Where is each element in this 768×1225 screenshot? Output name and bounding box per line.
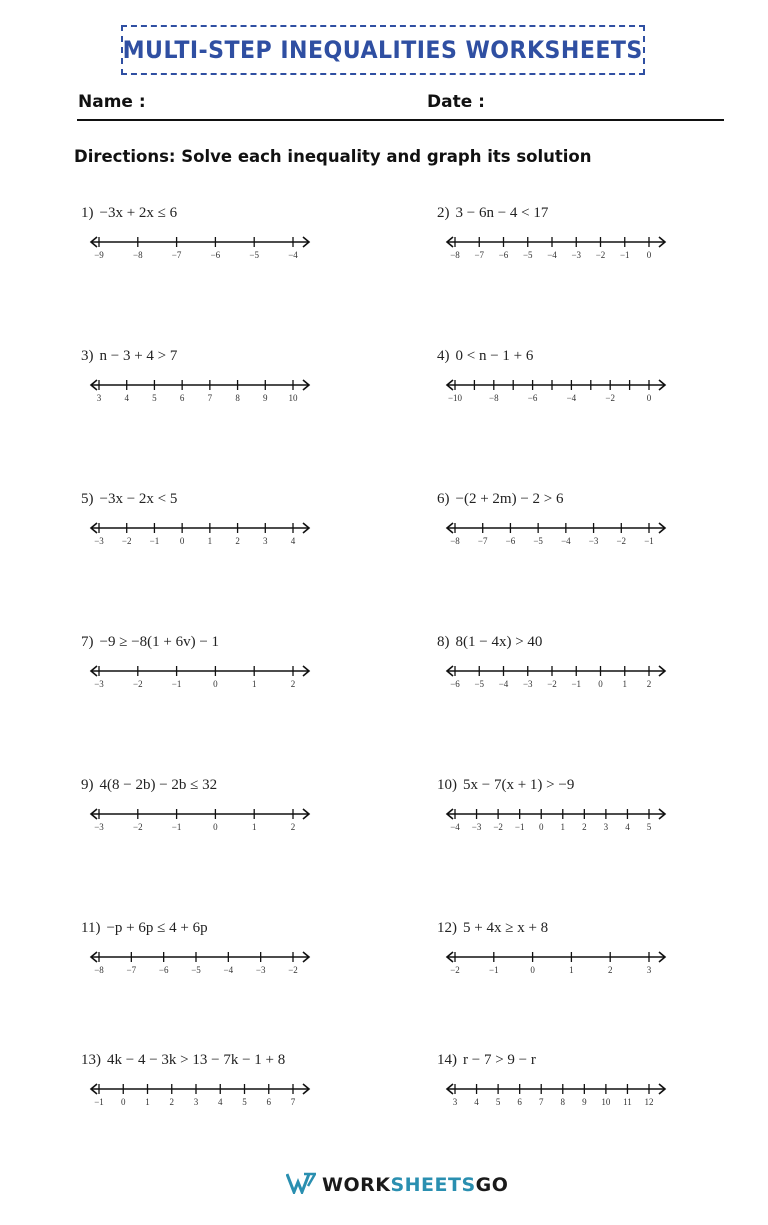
logo-wordmark (322, 1174, 508, 1196)
svg-text:−6: −6 (505, 536, 516, 546)
problem-label (437, 491, 564, 508)
svg-text:−4: −4 (288, 250, 298, 260)
page-title: MULTI-STEP INEQUALITIES WORKSHEETS (122, 36, 644, 64)
svg-text:−6: −6 (527, 393, 538, 403)
svg-text:−5: −5 (191, 965, 201, 975)
number-line[interactable] (437, 374, 673, 404)
svg-text:−4: −4 (450, 822, 460, 832)
problem-number: 14) (437, 1052, 457, 1068)
svg-text:−8: −8 (94, 965, 104, 975)
svg-text:−1: −1 (94, 1097, 104, 1107)
svg-text:−4: −4 (561, 536, 571, 546)
svg-text:3: 3 (603, 822, 609, 832)
problem-label (81, 1052, 285, 1069)
svg-text:−1: −1 (171, 822, 182, 832)
problem-number: 12) (437, 920, 457, 936)
number-line[interactable] (81, 231, 317, 261)
svg-text:−9: −9 (94, 250, 104, 260)
svg-text:1: 1 (560, 822, 566, 832)
problem-4 (437, 348, 677, 418)
svg-text:3: 3 (263, 536, 268, 546)
svg-text:0: 0 (538, 822, 544, 832)
svg-text:0: 0 (646, 393, 652, 403)
problem-12 (437, 920, 677, 990)
svg-text:−5: −5 (474, 679, 485, 689)
number-line[interactable] (437, 231, 673, 261)
number-line[interactable] (81, 803, 317, 833)
svg-text:−7: −7 (171, 250, 182, 260)
svg-text:9: 9 (263, 393, 268, 403)
svg-text:1: 1 (622, 679, 627, 689)
problem-expression: −(2 + 2m) − 2 > 6 (455, 491, 564, 507)
date-label: Date : (427, 92, 485, 112)
problem-number: 8) (437, 634, 450, 650)
problem-expression: −p + 6p ≤ 4 + 6p (106, 920, 208, 936)
svg-text:−3: −3 (94, 822, 104, 832)
svg-text:−1: −1 (489, 965, 499, 975)
problem-expression: −3x + 2x ≤ 6 (99, 205, 178, 221)
svg-text:−2: −2 (605, 393, 615, 403)
svg-text:2: 2 (290, 679, 296, 689)
svg-text:0: 0 (646, 250, 652, 260)
problem-expression: r − 7 > 9 − r (463, 1052, 536, 1068)
problem-label (81, 634, 219, 651)
problem-6 (437, 491, 677, 561)
svg-text:12: 12 (644, 1097, 654, 1107)
svg-text:2: 2 (290, 822, 296, 832)
svg-text:−1: −1 (514, 822, 525, 832)
problem-number: 7) (81, 634, 94, 650)
svg-text:0: 0 (213, 822, 218, 832)
number-line[interactable] (437, 803, 673, 833)
directions-text: Directions: Solve each inequality and graph its solution (74, 147, 592, 166)
svg-text:−8: −8 (450, 536, 460, 546)
problem-8 (437, 634, 677, 704)
svg-text:−2: −2 (547, 679, 557, 689)
worksheetsgo-logo-icon (286, 1172, 316, 1198)
problem-label (437, 1052, 536, 1069)
logo-sheets: SHEETS (390, 1174, 476, 1196)
problem-11 (81, 920, 321, 990)
svg-text:3: 3 (96, 393, 102, 403)
problem-label (437, 920, 548, 937)
svg-text:1: 1 (251, 679, 257, 689)
svg-text:−4: −4 (223, 965, 234, 975)
svg-text:−2: −2 (121, 536, 132, 546)
problem-2 (437, 205, 677, 275)
problem-13 (81, 1052, 321, 1122)
problem-number: 10) (437, 777, 457, 793)
svg-text:−5: −5 (249, 250, 259, 260)
problem-expression: 3 − 6n − 4 < 17 (455, 205, 549, 221)
name-label: Name : (78, 92, 146, 112)
number-line[interactable] (81, 946, 317, 976)
problem-expression: n − 3 + 4 > 7 (99, 348, 178, 364)
svg-text:2: 2 (235, 536, 240, 546)
problem-label (437, 348, 533, 365)
number-line[interactable] (437, 660, 673, 690)
problem-label (81, 920, 208, 937)
svg-text:1: 1 (251, 822, 257, 832)
svg-text:6: 6 (179, 393, 185, 403)
problem-expression: −3x − 2x < 5 (99, 491, 178, 507)
svg-text:5: 5 (495, 1097, 501, 1107)
svg-text:−3: −3 (94, 679, 104, 689)
logo-work: WORK (322, 1174, 391, 1196)
svg-text:−6: −6 (450, 679, 460, 689)
svg-text:0: 0 (598, 679, 603, 689)
problem-number: 11) (81, 920, 101, 936)
svg-text:−5: −5 (533, 536, 543, 546)
problem-label (81, 491, 177, 508)
problem-label (81, 777, 217, 794)
svg-text:4: 4 (474, 1097, 479, 1107)
svg-text:−1: −1 (149, 536, 160, 546)
svg-text:−1: −1 (619, 250, 630, 260)
svg-text:−3: −3 (522, 679, 533, 689)
problem-expression: 4k − 4 − 3k > 13 − 7k − 1 + 8 (107, 1052, 286, 1068)
problem-expression: 8(1 − 4x) > 40 (455, 634, 543, 650)
number-line[interactable] (81, 1078, 317, 1108)
number-line[interactable] (81, 517, 317, 547)
svg-text:−3: −3 (588, 536, 599, 546)
svg-text:−8: −8 (133, 250, 143, 260)
svg-text:4: 4 (218, 1097, 223, 1107)
svg-text:4: 4 (290, 536, 296, 546)
number-line[interactable] (437, 517, 673, 547)
svg-text:7: 7 (290, 1097, 296, 1107)
svg-text:8: 8 (235, 393, 240, 403)
svg-text:−1: −1 (171, 679, 182, 689)
svg-text:4: 4 (124, 393, 129, 403)
svg-text:−2: −2 (450, 965, 460, 975)
svg-text:−2: −2 (288, 965, 298, 975)
header-divider (77, 119, 724, 121)
problem-3 (81, 348, 321, 418)
number-line[interactable] (437, 946, 673, 976)
svg-text:−2: −2 (493, 822, 503, 832)
svg-text:5: 5 (152, 393, 157, 403)
svg-text:−1: −1 (571, 679, 582, 689)
footer-logo (286, 1172, 508, 1198)
number-line[interactable] (81, 660, 317, 690)
problem-number: 9) (81, 777, 94, 793)
problem-number: 6) (437, 491, 450, 507)
svg-text:−7: −7 (477, 536, 488, 546)
problem-expression: −9 ≥ −8(1 + 6v) − 1 (99, 634, 220, 650)
svg-text:2: 2 (169, 1097, 174, 1107)
svg-text:1: 1 (569, 965, 574, 975)
problem-10 (437, 777, 677, 847)
svg-text:−3: −3 (255, 965, 266, 975)
problem-number: 2) (437, 205, 450, 221)
svg-text:−4: −4 (566, 393, 577, 403)
problem-expression: 5 + 4x ≥ x + 8 (463, 920, 549, 936)
svg-text:−5: −5 (522, 250, 533, 260)
svg-text:5: 5 (242, 1097, 247, 1107)
svg-text:10: 10 (601, 1097, 611, 1107)
problem-7 (81, 634, 321, 704)
svg-text:−3: −3 (471, 822, 482, 832)
svg-text:−6: −6 (210, 250, 221, 260)
logo-go: GO (475, 1174, 509, 1196)
svg-text:1: 1 (207, 536, 213, 546)
problem-expression: 4(8 − 2b) − 2b ≤ 32 (99, 777, 218, 793)
svg-text:6: 6 (517, 1097, 522, 1107)
problem-number: 13) (81, 1052, 101, 1068)
svg-text:−10: −10 (447, 393, 463, 403)
svg-text:0: 0 (179, 536, 185, 546)
problem-number: 5) (81, 491, 94, 507)
svg-text:−6: −6 (498, 250, 509, 260)
svg-text:−2: −2 (133, 822, 143, 832)
svg-text:7: 7 (538, 1097, 544, 1107)
svg-text:−7: −7 (474, 250, 485, 260)
problem-label (437, 777, 574, 794)
svg-text:−8: −8 (450, 250, 460, 260)
problem-number: 3) (81, 348, 94, 364)
svg-text:7: 7 (207, 393, 213, 403)
svg-text:0: 0 (213, 679, 218, 689)
problem-label (437, 634, 542, 651)
svg-text:8: 8 (560, 1097, 566, 1107)
problem-expression: 5x − 7(x + 1) > −9 (463, 777, 575, 793)
svg-text:3: 3 (452, 1097, 458, 1107)
problem-number: 4) (437, 348, 450, 364)
svg-text:−2: −2 (616, 536, 627, 546)
svg-text:2: 2 (582, 822, 587, 832)
svg-text:9: 9 (582, 1097, 587, 1107)
svg-text:0: 0 (121, 1097, 126, 1107)
svg-text:10: 10 (288, 393, 298, 403)
svg-text:−8: −8 (489, 393, 499, 403)
svg-text:−2: −2 (595, 250, 606, 260)
svg-text:−1: −1 (644, 536, 654, 546)
svg-text:−4: −4 (547, 250, 557, 260)
svg-text:1: 1 (145, 1097, 150, 1107)
svg-text:6: 6 (266, 1097, 271, 1107)
svg-text:−7: −7 (126, 965, 137, 975)
problem-5 (81, 491, 321, 561)
svg-text:3: 3 (646, 965, 652, 975)
svg-text:−3: −3 (571, 250, 582, 260)
svg-text:0: 0 (530, 965, 535, 975)
svg-text:4: 4 (625, 822, 630, 832)
svg-text:−6: −6 (158, 965, 169, 975)
svg-text:−3: −3 (94, 536, 104, 546)
number-line[interactable] (81, 374, 317, 404)
problem-9 (81, 777, 321, 847)
problem-number: 1) (81, 205, 94, 221)
number-line[interactable] (437, 1078, 673, 1108)
problem-14 (437, 1052, 677, 1122)
problem-label (81, 205, 177, 222)
svg-text:−2: −2 (133, 679, 143, 689)
svg-text:2: 2 (607, 965, 613, 975)
svg-text:11: 11 (623, 1097, 632, 1107)
svg-text:3: 3 (193, 1097, 199, 1107)
problem-1 (81, 205, 321, 275)
problem-label (437, 205, 548, 222)
title-banner (121, 25, 645, 75)
svg-text:5: 5 (646, 822, 652, 832)
problem-expression: 0 < n − 1 + 6 (455, 348, 534, 364)
problem-label (81, 348, 177, 365)
svg-text:−4: −4 (498, 679, 509, 689)
svg-text:2: 2 (646, 679, 652, 689)
